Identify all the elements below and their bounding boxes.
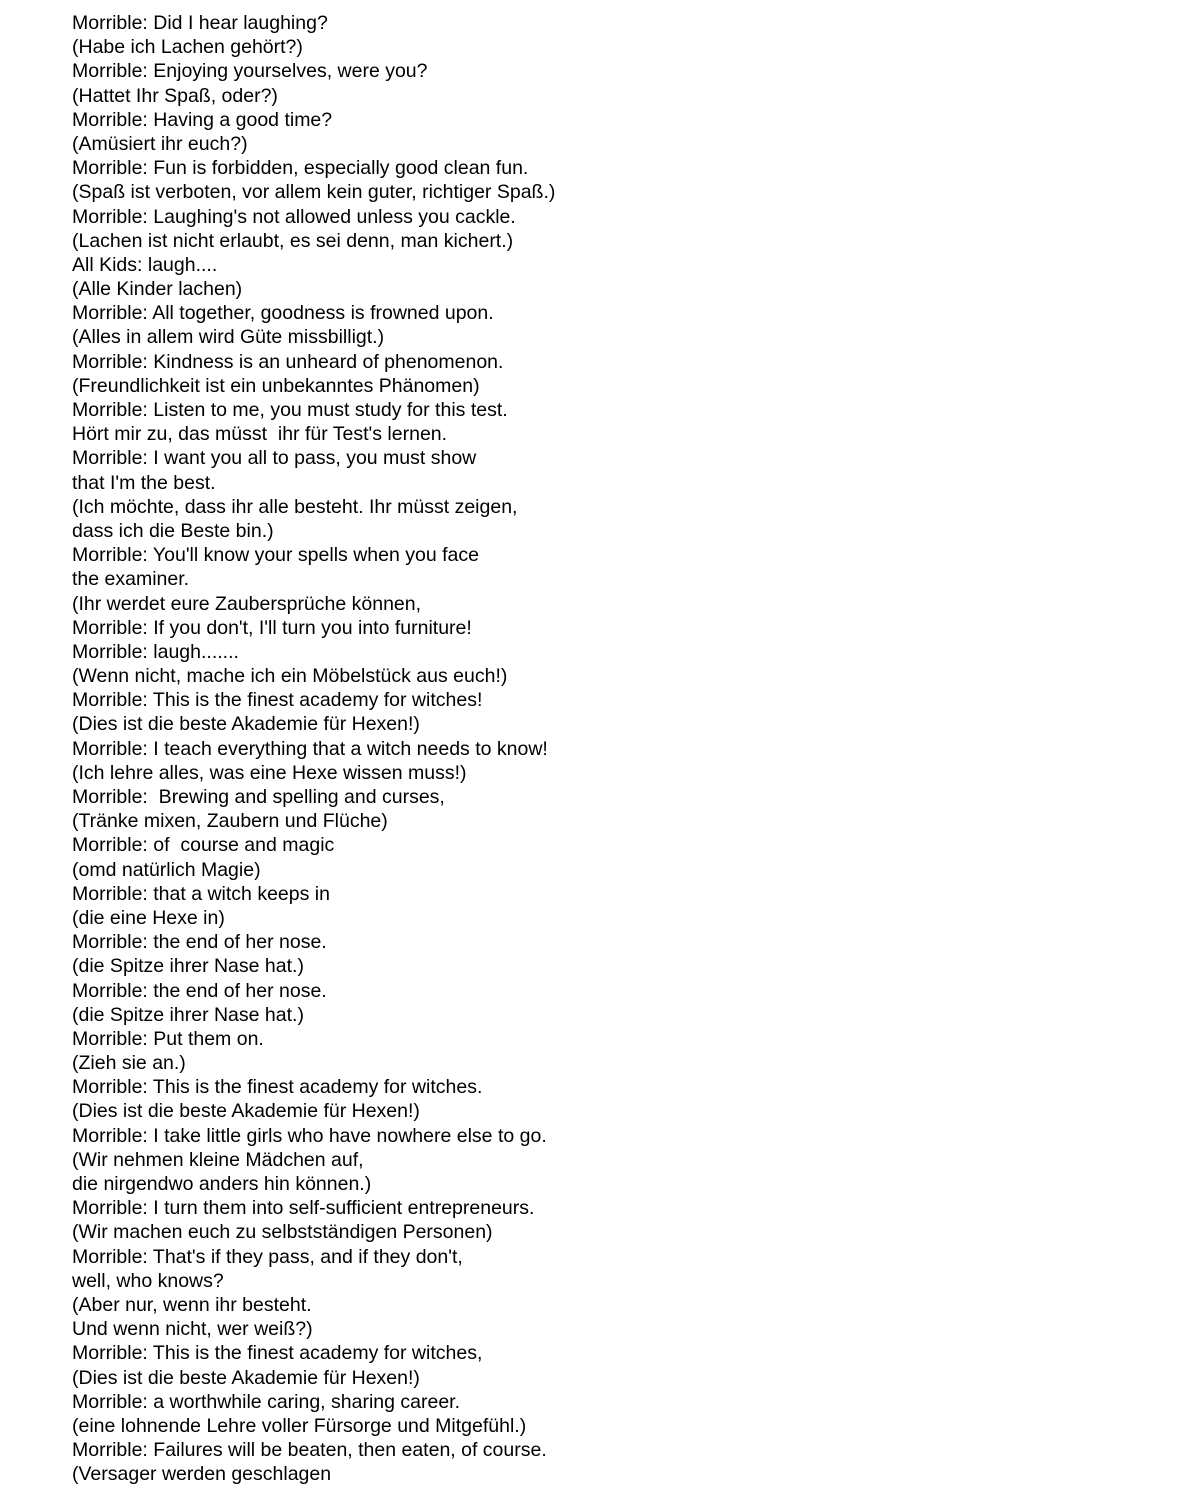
text-line: (Dies ist die beste Akademie für Hexen!) [72,713,420,736]
text-line: (omd natürlich Magie) [72,858,261,881]
text-line: the examiner. [72,568,190,591]
text-line: (Habe ich Lachen gehört?) [72,36,303,59]
text-line: (Tränke mixen, Zaubern und Flüche) [72,810,388,833]
text-line: (Zieh sie an.) [72,1052,186,1075]
text-line: (Alle Kinder lachen) [72,278,243,301]
text-line: Morrible: Failures will be beaten, then eaten, of course. [72,1439,547,1462]
text-line: Morrible: I take little girls who have nowhere else to go. [72,1124,547,1147]
text-line: (Spaß ist verboten, vor allem kein guter, richtiger Spaß.) [72,181,556,204]
text-line: (Freundlichkeit ist ein unbekanntes Phänomen) [72,374,480,397]
text-line: Morrible: Laughing's not allowed unless you cackle. [72,205,516,228]
text-line: Morrible: Did I hear laughing? [72,12,328,34]
text-line: Morrible: Having a good time? [72,108,333,131]
text-line: Morrible: This is the finest academy for witches. [72,1076,483,1099]
text-line: Morrible: of course and magic [72,834,335,857]
text-line: dass ich die Beste bin.) [72,519,274,542]
text-line: Morrible: Fun is forbidden, especially good clean fun. [72,157,529,180]
text-line: that I'm the best. [72,471,216,494]
text-line: Morrible: Put them on. [72,1027,264,1050]
text-line: Morrible: I teach everything that a witch needs to know! [72,737,548,760]
text-line: (die Spitze ihrer Nase hat.) [72,955,304,978]
text-line: (Alles in allem wird Güte missbilligt.) [72,326,385,349]
document-page [72,11,1172,1486]
text-line: (Ich lehre alles, was eine Hexe wissen muss!) [72,761,467,784]
text-line: Morrible: Listen to me, you must study for this test. [72,399,508,421]
text-line: Morrible: the end of her nose. [72,979,327,1002]
text-line: Morrible: laugh....... [72,640,239,663]
text-line: Morrible: Kindness is an unheard of phenomenon. [72,350,504,373]
text-line: (Lachen ist nicht erlaubt, es sei denn, man kichert.) [72,229,514,252]
text-line: Morrible: You'll know your spells when you face [72,544,479,567]
text-line: (Wir nehmen kleine Mädchen auf, [72,1148,364,1171]
text-line: Morrible: All together, goodness is frowned upon. [72,302,494,325]
text-line: (Aber nur, wenn ihr besteht. [72,1293,312,1316]
text-line: Morrible: the end of her nose. [72,931,327,954]
text-line: Morrible: This is the finest academy for witches! [72,689,483,712]
text-line: Morrible: Enjoying yourselves, were you? [72,60,428,83]
text-line: (Wenn nicht, mache ich ein Möbelstück aus euch!) [72,665,508,688]
text-line: (Versager werden geschlagen [72,1463,332,1486]
text-line: Morrible: I want you all to pass, you must show [72,447,477,470]
text-line: (Hattet Ihr Spaß, oder?) [72,84,278,107]
text-line: (eine lohnende Lehre voller Fürsorge und Mitgefühl.) [72,1414,527,1437]
text-line: Morrible: This is the finest academy for witches, [72,1342,483,1365]
text-line: Morrible: that a witch keeps in [72,882,330,905]
text-line: well, who knows? [72,1269,224,1292]
text-line: die nirgendwo anders hin können.) [72,1173,372,1195]
text-line: Und wenn nicht, wer weiß?) [72,1318,313,1341]
text-line: (die Spitze ihrer Nase hat.) [72,1003,304,1026]
text-line: Morrible: a worthwhile caring, sharing career. [72,1390,461,1413]
text-line: Morrible: Brewing and spelling and curses, [72,786,445,808]
text-line: (die eine Hexe in) [72,906,225,929]
text-line: All Kids: laugh.... [72,253,218,276]
text-line: Morrible: That's if they pass, and if they don't, [72,1245,463,1268]
text-line: Morrible: If you don't, I'll turn you into furniture! [72,616,472,639]
text-line: (Amüsiert ihr euch?) [72,132,248,155]
text-line: (Ihr werdet eure Zaubersprüche können, [72,592,422,615]
text-line: (Wir machen euch zu selbstständigen Personen) [72,1221,493,1244]
text-line: (Dies ist die beste Akademie für Hexen!) [72,1100,420,1123]
text-line: Morrible: I turn them into self-sufficient entrepreneurs. [72,1197,535,1220]
text-line: Hört mir zu, das müsst ihr für Test's lernen. [72,423,448,446]
text-line: (Dies ist die beste Akademie für Hexen!) [72,1366,420,1389]
text-line: (Ich möchte, dass ihr alle besteht. Ihr müsst zeigen, [72,495,518,518]
